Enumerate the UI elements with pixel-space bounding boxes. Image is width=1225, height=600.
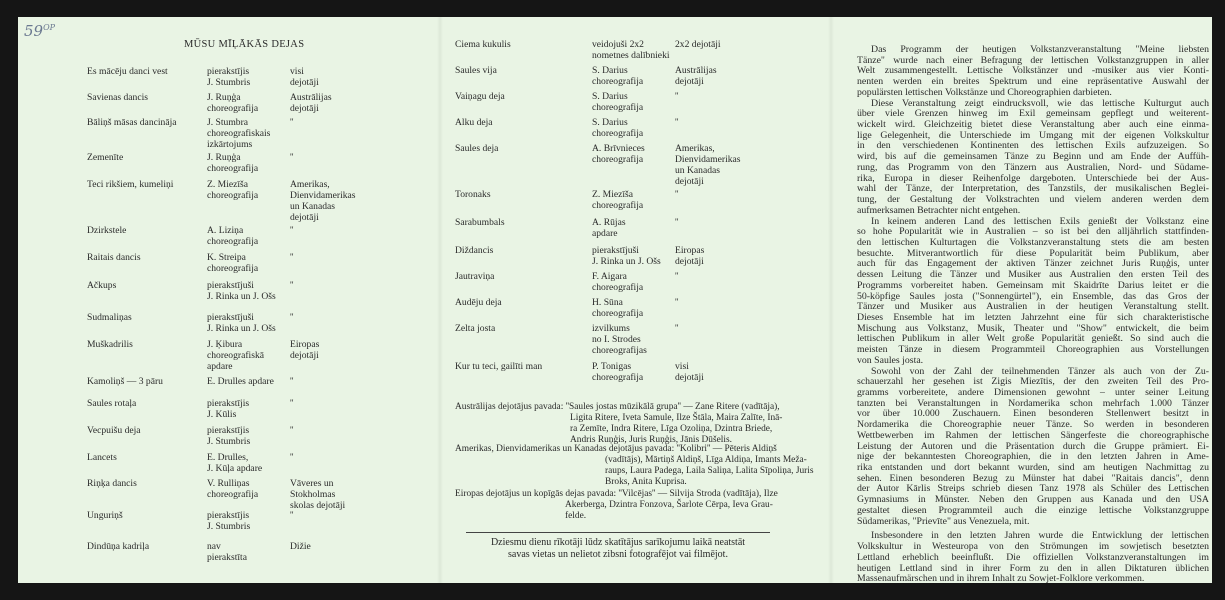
dance-author: nav pierakstīta [207, 541, 247, 563]
text-line: Leistung der Autoren und die Präsentation durch die Gruppe prämiert. Ei- [857, 440, 1209, 452]
dance-dancers: 2x2 dejotāji [675, 39, 721, 50]
text-line: Welt zusammengestellt. Lettische Volkstänzer und -musiker aus vier Konti- [857, 65, 1209, 77]
text-line: rung, das Programm von den Tänzern aus Australien, Nord- und Südame- [857, 161, 1209, 173]
text-line: Mischung aus Volkstanz, Musik, Theater und "Show" entwickelt, die beim [857, 322, 1209, 334]
dance-author: E. Drulles apdare [207, 376, 274, 387]
audience-notice [462, 537, 774, 561]
dance-author: K. Streipa choreografija [207, 252, 259, 274]
text-line: wahl der Tänze, der Interpretation, des Tanzstils, der musikalischen Beglei- [857, 183, 1209, 195]
accompaniment-line: felde. [565, 511, 587, 521]
text-line: Wettbewerben im Rahmen der lettischen Sängerfeste die choreographische [857, 429, 1209, 441]
dance-dancers: '' [290, 425, 294, 436]
accompaniment-line: Eiropas dejotājus un kopīgās dejas pavada: ''Vilcējas'' — Silvija Stroda (vadītāja), Ilze [455, 489, 778, 499]
dance-name: Muškadrilis [87, 339, 133, 350]
dance-name: Lancets [87, 452, 117, 463]
dance-dancers: '' [290, 280, 294, 291]
text-line: Das Programm der heutigen Volkstanzveranstaltung "Meine liebsten [871, 44, 1209, 55]
dance-name: Es mācēju danci vest [87, 66, 168, 77]
accompaniment-line: Austrālijas dejotājus pavada: ''Saules jostas mūzikālā grupa'' — Zane Ritere (vadītāja), [455, 402, 780, 412]
text-line: den lettischen Kulturtagen die Volkstanzveranstaltung stets die am besten [857, 236, 1209, 248]
dance-name: Vecpuišu deja [87, 425, 141, 436]
accompaniment-line: Akerberga, Dzintra Fonzova, Šarlote Cērpa, Ieva Grau- [565, 500, 773, 510]
german-paragraph [857, 45, 1209, 99]
text-line: tanzten bei Veranstaltungen in Nordamerika schon mehrfach 1.000 Tänzer [857, 397, 1209, 409]
text-line: Sowohl von der Zahl der teilnehmenden Tänzer als auch von der Zu- [871, 365, 1209, 377]
accompaniment-line: (vadītājs), Mārtiņš Aldiņš, Līga Aldiņa, Imants Meža- [605, 455, 807, 465]
dance-dancers: Eiropas dejotāji [290, 339, 320, 361]
page-title: MŪSU MĪĻĀKĀS DEJAS [184, 39, 305, 50]
dance-dancers: '' [675, 271, 679, 282]
dance-dancers: '' [290, 312, 294, 323]
dance-author: A. Brīvnieces choreografija [592, 143, 645, 165]
text-line: 50-köpfige Saules josta ("Sonnengürtel"), ein Ensemble, das das Gros der [857, 290, 1209, 302]
dance-dancers: '' [675, 189, 679, 200]
text-line: Programms vorbereitet haben. Gemeinsam mit Skaidrīte Darius leitet er die [857, 279, 1209, 291]
dance-name: Kur tu teci, gailīti man [455, 361, 543, 372]
dance-name: Ciema kukulis [455, 39, 511, 50]
dance-author: izvilkums no I. Strodes choreografijas [592, 323, 647, 356]
dance-dancers: '' [290, 452, 294, 463]
dance-name: Kamoliņš — 3 pāru [87, 376, 163, 387]
dance-name: Zelta josta [455, 323, 496, 334]
dance-name: Saules rotaļa [87, 398, 137, 409]
text-line: nenten werden ein breites Spektrum und eine repräsentative Auswahl der [857, 76, 1209, 88]
dance-name: Zemenīte [87, 152, 124, 163]
text-line: Massenaufmärschen und in ihrem Inhalt zu Sowjet-Folklore verkommen. [857, 573, 1145, 585]
dance-name: Dzirkstele [87, 225, 127, 236]
dance-name: Alku deja [455, 117, 493, 128]
text-line: Lettland erheblich beeinflußt. Die offiziellen Volkstanzveranstaltungen im [857, 551, 1209, 563]
german-paragraph [857, 367, 1209, 528]
dance-author: pierakstījis J. Stumbris [207, 66, 251, 88]
dance-dancers: '' [675, 91, 679, 102]
text-line: Tänze" wurde nach einer Befragung der lettischen Volkstanzgruppen in aller [857, 54, 1209, 66]
dance-author: S. Darius choreografija [592, 117, 644, 139]
dance-dancers: '' [675, 117, 679, 128]
notice-line: Dziesmu dienu rīkotāji lūdz skatītājus sarīkojumu laikā neatstāt [490, 537, 746, 548]
dance-author: H. Sūna choreografija [592, 297, 644, 319]
dance-name: Sarabumbals [455, 217, 505, 228]
dance-dancers: '' [290, 252, 294, 263]
dance-dancers: Amerikas, Dienvidamerikas un Kanadas dejotāji [290, 179, 356, 223]
text-line: gestaltet diesen Programmteil auch die einzige lettische Volkstanzgruppe [857, 504, 1209, 516]
text-line: tung, der Gestaltung der Volkstrachten und vielem anderen werden dem [857, 194, 1209, 206]
accompaniment-line: raups, Laura Padega, Laila Saliņa, Lalita Sīpoliņa, Juris [605, 466, 814, 476]
dance-name: Dindūņa kadriļa [87, 541, 150, 552]
dance-dancers: visi dejotāji [675, 361, 704, 383]
dance-dancers: Amerikas, Dienvidamerikas un Kanadas dejotāji [675, 143, 741, 187]
dance-author: J. Ķibura choreografiskā apdare [207, 339, 265, 372]
dance-author: pierakstījis J. Stumbris [207, 425, 251, 447]
dance-name: Diždancis [455, 245, 494, 256]
text-line: Tänzer und Musiker aus Australien in der heutigen Veranstaltung stellt. [857, 301, 1209, 313]
text-line: Insbesondere in den letzten Jahren wurde die Entwicklung der lettischen [871, 530, 1209, 542]
text-line: populärsten lettischen Volkstänze und Choreographien darbieten. [857, 86, 1112, 98]
dance-author: A. Rūjas apdare [592, 217, 626, 239]
text-line: lettischen Publikum in aller Welt große Popularität genießt. So sind auch die [857, 333, 1209, 345]
dance-dancers: '' [290, 117, 294, 128]
text-line: Dieses Ensemble hat im letzten Jahrzehnt eine für sich charakteristische [857, 311, 1209, 323]
text-line: schauerzahl her gesehen ist Zigis Miezītis, der den zweiten Teil des Pro- [857, 376, 1209, 388]
accompaniment-line: Ligita Ritere, Iveta Samule, Ilze Štāla, Maira Zalīte, Inā- [570, 413, 783, 423]
dance-name: Audēju deja [455, 297, 502, 308]
text-line: wickelt wird. Gleichzeitig bietet diese Veranstaltung aber auch eine einma- [857, 119, 1209, 131]
dance-author: S. Darius choreografija [592, 91, 644, 113]
text-line: nige der bekanntesten Choreographien, die in den letzten Jahren in Ame- [857, 451, 1209, 463]
fold-line [828, 17, 834, 583]
note-number: 59 [24, 22, 44, 40]
text-line: Nordamerika die Choreographie neuer Tänze. So werden in besonderen [857, 419, 1209, 431]
text-line: meisten Tänze in diesem Programmteil Choreographien aus Vorstellungen [857, 344, 1209, 356]
dance-dancers: '' [675, 323, 679, 334]
dance-name: Vaiņagu deja [455, 91, 505, 102]
dance-author: pierakstījuši J. Rinka un J. Ošs [207, 280, 276, 302]
dance-dancers: '' [290, 225, 294, 236]
dance-dancers: Eiropas dejotāji [675, 245, 705, 267]
accompaniment-line: Andris Ruņģis, Juris Ruņģis, Jānis Dūšelis. [570, 435, 732, 445]
accompaniment-line: Broks, Anita Kuprisa. [605, 477, 687, 487]
text-line: besuchte. Mitverantwortlich für diese Popularität beim Publikum, aber [857, 247, 1209, 259]
text-line: in den verschiedenen Kontinenten des lettischen Exils aufzuzeigen. So [857, 140, 1209, 152]
dance-author: S. Darius choreografija [592, 65, 644, 87]
dance-author: F. Aigara choreografija [592, 271, 644, 293]
dance-dancers: '' [675, 297, 679, 308]
dance-name: Sudmaliņas [87, 312, 132, 323]
dance-name: Bāliņš māsas dancināja [87, 117, 177, 128]
dance-dancers: '' [290, 376, 294, 387]
dance-dancers: Austrālijas dejotāji [290, 92, 332, 114]
dance-author: veidojuši 2x2 nometnes dalībnieki [592, 39, 670, 61]
dance-name: Savienas dancis [87, 92, 149, 103]
text-line: aufmerksamen Betrachter nicht entgehen. [857, 204, 1021, 216]
dance-name: Saules vija [455, 65, 497, 76]
text-line: der Autor Kārlis Streips schrieb diesen Tanz 1978 als Schüler des Lettischen [857, 483, 1209, 495]
divider [466, 532, 770, 533]
dance-name: Toronaks [455, 189, 491, 200]
german-paragraph [857, 217, 1209, 367]
dance-name: Saules deja [455, 143, 499, 154]
dance-name: Riņķa dancis [87, 478, 137, 489]
text-line: von Saules josta. [857, 354, 924, 366]
dance-author: J. Ruņģa choreografija [207, 92, 259, 114]
dance-author: E. Drulles, J. Kūļa apdare [207, 452, 263, 474]
text-line: rika, Europa in dieser Reihenfolge dargeboten. Unterschiede bei der Aus- [857, 172, 1209, 184]
dance-author: V. Rulliņas choreografija [207, 478, 259, 500]
fold-line [437, 17, 443, 583]
dance-author: A. Liziņa choreografija [207, 225, 259, 247]
dance-dancers: '' [290, 398, 294, 409]
dance-name: Teci rikšiem, kumeliņi [87, 179, 174, 190]
text-line: Volkskultur in Westeuropa von den Strömungen im sowjetisch besetzten [857, 541, 1209, 553]
dance-name: Unguriņš [87, 510, 123, 521]
dance-name: Raitais dancis [87, 252, 141, 263]
dance-dancers: Vāveres un Stokholmas skolas dejotāji [290, 478, 346, 511]
accompaniment-line: ra Zemīte, Indra Ritere, Līga Ozoliņa, Dzintra Briede, [570, 424, 773, 434]
text-line: Südamerikas, "Prievīte" aus Venezuela, mit. [857, 515, 1030, 527]
text-line: Diese Veranstaltung zeigt eindrucksvoll, wie das lettische Kulturgut auch [871, 97, 1209, 109]
text-line: rika entstanden und dort bekannt wurden, sind am heutigen Nachmittag zu [857, 462, 1209, 474]
handwritten-page-note [24, 22, 55, 40]
dance-dancers: '' [675, 217, 679, 228]
text-line: wird, bis auf die gemeinsamen Tänze zu Beginn und am Ende der Auffüh- [857, 151, 1209, 163]
dance-name: Jautraviņa [455, 271, 495, 282]
dance-author: pierakstījis J. Kūlis [207, 398, 250, 420]
accompaniment-line: Amerikas, Dienvidamerikas un Kanadas dejotājus pavada: ''Kolibri'' — Pēteris Aldiņš [455, 444, 777, 454]
dance-author: pierakstījis J. Stumbris [207, 510, 251, 532]
dance-author: pierakstījuši J. Rinka un J. Ošs [207, 312, 276, 334]
text-line: auch für das Engagement der aktiven Tänzer zeichnet Juris Ruņģis, unter [857, 258, 1209, 270]
text-line: so hohe Popularität wie in Australien – so ist bei den alljährlich stattfinden- [857, 226, 1209, 238]
german-paragraph [857, 531, 1209, 585]
dance-author: J. Stumbra choreografiskais izkārtojums [207, 117, 271, 150]
text-line: vor über 10.000 Zuschauern. Einen besonderen Stellenwert besitzt in [857, 408, 1209, 420]
dance-name: Ačkups [87, 280, 117, 291]
dance-author: Z. Miezīša choreografija [207, 179, 259, 201]
german-introduction [857, 45, 1209, 585]
text-line: Gymnasiums in Münster. Neben den Gruppen aus Kanada und den USA [857, 494, 1209, 506]
german-paragraph [857, 99, 1209, 217]
dance-author: Z. Miezīša choreografija [592, 189, 644, 211]
text-line: lige Gelegenheit, die Unterschiede im Umgang mit der eigenen Volkskultur [857, 129, 1209, 141]
text-line: über viele Grenzen hinweg im Exil gemeinsam gepflegt und weiterent- [857, 108, 1209, 120]
notice-line: savas vietas un nelietot zibsni fotografējot vai filmējot. [508, 549, 728, 560]
text-line: In keinem anderen Land des lettischen Exils genießt der Volkstanz eine [871, 215, 1209, 227]
dance-dancers: visi dejotāji [290, 66, 319, 88]
dance-dancers: Austrālijas dejotāji [675, 65, 717, 87]
dance-author: J. Ruņģa choreografija [207, 152, 259, 174]
text-line: sehen. Einen besonderen Bezug zu Münster hat dabei "Raitais dancis", denn [857, 472, 1209, 484]
text-line: dessen Leitung die Tänzer und Musiker aus Australien den ersten Teil des [857, 269, 1209, 281]
dance-dancers: '' [290, 152, 294, 163]
dance-dancers: '' [290, 510, 294, 521]
text-line: heutigen Lettland sind in ihrer Form zu den in allen Diktaturen üblichen [857, 562, 1209, 574]
dance-author: pierakstījuši J. Rinka un J. Ošs [592, 245, 661, 267]
dance-author: P. Tonigas choreografija [592, 361, 644, 383]
text-line: gramms vorbereitete, andere Dimensionen gewohnt – unter seiner Leitung [857, 387, 1209, 398]
dance-dancers: Dižie [290, 541, 311, 552]
note-suffix: OP [43, 23, 56, 32]
